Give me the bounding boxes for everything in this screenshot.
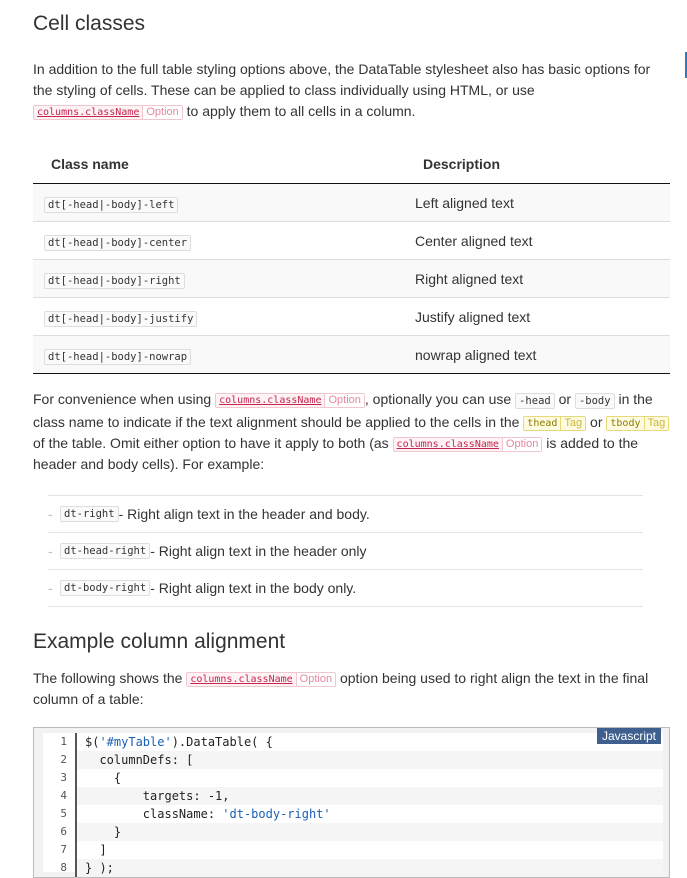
example-code: dt-right: [60, 506, 119, 522]
table-row: [33, 336, 670, 374]
class-description: Left aligned text: [396, 184, 670, 222]
intro-paragraph: [33, 59, 670, 122]
class-code: dt[-head|-body]-left: [44, 197, 178, 213]
option-ref-type: Option: [142, 106, 181, 119]
code-line: 5 className: 'dt-body-right': [43, 805, 663, 823]
table-row: [33, 298, 670, 336]
code-block: [33, 727, 670, 878]
class-table: [33, 145, 670, 374]
code-line: 7 ]: [43, 841, 663, 859]
option-ref-link[interactable]: [33, 105, 183, 120]
option-ref-name[interactable]: columns.className: [34, 106, 142, 119]
intro-text-2: to apply them to all cells in a column.: [182, 103, 416, 120]
tbody-tag-link[interactable]: tbody Tag: [606, 416, 669, 431]
code-lines: [43, 733, 663, 876]
code-line: 1 $('#myTable').DataTable( {: [43, 733, 663, 751]
list-item: - dt-body-right - Right align text in the body only.: [48, 570, 643, 607]
example-code: dt-head-right: [60, 543, 150, 559]
header-class-name: Class name: [33, 145, 396, 184]
class-code: dt[-head|-body]-justify: [44, 311, 197, 327]
class-code: dt[-head|-body]-nowrap: [44, 349, 191, 365]
table-row: [33, 222, 670, 260]
option-ref-link[interactable]: columns.className Option: [186, 672, 336, 687]
class-description: nowrap aligned text: [396, 336, 670, 374]
class-description: Justify aligned text: [396, 298, 670, 336]
doc-content: [33, 0, 670, 878]
inline-code-head: -head: [515, 393, 555, 409]
code-line: 3 {: [43, 769, 663, 787]
example-description: The following shows the columns.className Option option being used to right align the text in the final column of a table:: [33, 670, 649, 708]
section-title-cell-classes: Cell classes: [33, 12, 146, 35]
code-line: 2 columnDefs: [: [43, 751, 663, 769]
language-badge: Javascript: [597, 728, 661, 744]
code-line: 4 targets: -1,: [43, 787, 663, 805]
table-row: [33, 260, 670, 298]
inline-code-body: -body: [575, 393, 615, 409]
header-description: Description: [396, 145, 670, 184]
example-list: [48, 495, 643, 607]
example-code: dt-body-right: [60, 580, 150, 596]
section-title-example: Example column alignment: [33, 630, 286, 654]
code-line: 8 } );: [43, 859, 663, 877]
thead-tag-link[interactable]: thead Tag: [523, 416, 586, 431]
class-code: dt[-head|-body]-center: [44, 235, 191, 251]
class-code: dt[-head|-body]-right: [44, 273, 185, 289]
code-line: 6 }: [43, 823, 663, 841]
option-ref-link[interactable]: columns.className Option: [215, 393, 365, 408]
list-item: - dt-right - Right align text in the header and body.: [48, 496, 643, 533]
intro-text-1: In addition to the full table styling options above, the DataTable stylesheet also has basic options for the styling of cells. These can be applied to class individually using HTML, or use: [33, 61, 651, 99]
option-ref-link[interactable]: columns.className Option: [393, 437, 543, 452]
convenience-paragraph: For convenience when using columns.className Option , optionally you can use -head or -body in the class name to indicate if the text alignment should be applied to the cells in the thead Tag or tbody Tag of the table. Omit either option to have it apply to both (as columns.className Option is added to the header and body cells). For example:: [33, 389, 670, 475]
list-item: - dt-head-right - Right align text in the header only: [48, 533, 643, 570]
class-description: Center aligned text: [396, 222, 670, 260]
table-row: [33, 184, 670, 222]
class-description: Right aligned text: [396, 260, 670, 298]
